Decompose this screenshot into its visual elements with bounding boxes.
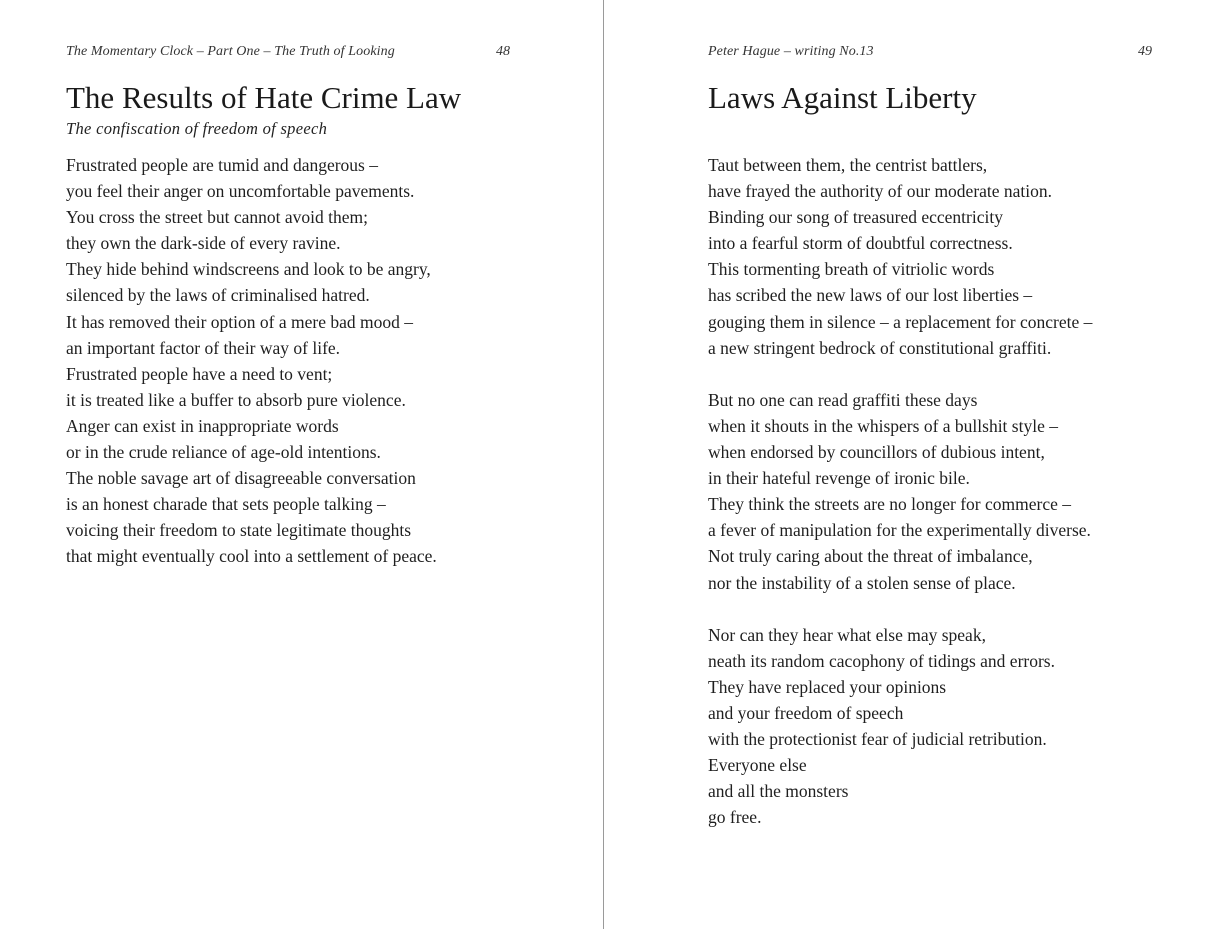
poem-line: when it shouts in the whispers of a bullshit style – <box>708 415 1058 436</box>
poem-line: is an honest charade that sets people talking – <box>66 494 386 515</box>
poem-line: They have replaced your opinions <box>708 676 947 697</box>
poem-line: an important factor of their way of life. <box>66 337 341 358</box>
poem-line: go free. <box>708 807 762 828</box>
poem-line: But no one can read graffiti these days <box>708 389 978 410</box>
poem-line: silenced by the laws of criminalised hatred. <box>66 285 370 306</box>
left-poem-title: The Results of Hate Crime Law <box>66 80 462 115</box>
poem-line: when endorsed by councillors of dubious intent, <box>708 442 1045 463</box>
right-poem-body <box>708 152 1092 830</box>
poem-line: Frustrated people are tumid and dangerous – <box>66 155 378 175</box>
poem-line: They hide behind windscreens and look to be angry, <box>66 259 431 280</box>
left-page <box>0 0 603 929</box>
poem-line: Taut between them, the centrist battlers, <box>708 155 988 175</box>
poem-line: in their hateful revenge of ironic bile. <box>708 468 970 489</box>
right-poem-title: Laws Against Liberty <box>708 80 977 115</box>
poem-line: gouging them in silence – a replacement for concrete – <box>708 311 1093 332</box>
poem-line: voicing their freedom to state legitimate thoughts <box>66 520 412 541</box>
stanza-break <box>708 361 1092 387</box>
poem-line: and all the monsters <box>708 781 849 802</box>
poem-line: Everyone else <box>708 755 807 776</box>
poem-line: nor the instability of a stolen sense of place. <box>708 572 1016 593</box>
poem-line: a fever of manipulation for the experimentally diverse. <box>708 520 1091 541</box>
poem-line: You cross the street but cannot avoid them; <box>66 207 368 228</box>
poem-line: or in the crude reliance of age-old intentions. <box>66 442 381 463</box>
poem-line: that might eventually cool into a settlement of peace. <box>66 546 437 567</box>
poem-line: It has removed their option of a mere bad mood – <box>66 311 413 332</box>
poem-line: they own the dark-side of every ravine. <box>66 233 341 254</box>
poem-line: This tormenting breath of vitriolic words <box>708 259 995 280</box>
poem-line: Anger can exist in inappropriate words <box>66 415 339 436</box>
poem-line: into a fearful storm of doubtful correctness. <box>708 233 1013 254</box>
left-poem-body <box>66 152 437 570</box>
poem-line: They think the streets are no longer for commerce – <box>708 494 1071 515</box>
poem-line: Binding our song of treasured eccentricity <box>708 207 1003 228</box>
poem-line: with the protectionist fear of judicial retribution. <box>708 729 1047 750</box>
poem-line: has scribed the new laws of our lost liberties – <box>708 285 1033 306</box>
stanza-break <box>708 596 1092 622</box>
left-poem-subtitle: The confiscation of freedom of speech <box>66 119 328 138</box>
right-page <box>604 0 1207 929</box>
left-page-number: 48 <box>496 44 510 59</box>
right-running-head: Peter Hague – writing No.13 <box>708 44 874 59</box>
poem-line: Frustrated people have a need to vent; <box>66 363 333 384</box>
left-running-head: The Momentary Clock – Part One – The Truth of Looking <box>66 44 395 59</box>
poem-line: it is treated like a buffer to absorb pure violence. <box>66 389 406 410</box>
poem-line: The noble savage art of disagreeable conversation <box>66 468 416 489</box>
poem-line: a new stringent bedrock of constitutional graffiti. <box>708 337 1052 358</box>
poem-line: neath its random cacophony of tidings and errors. <box>708 650 1055 671</box>
poem-line: and your freedom of speech <box>708 702 904 723</box>
poem-line: have frayed the authority of our moderate nation. <box>708 181 1053 202</box>
right-page-number: 49 <box>1138 44 1152 59</box>
poem-line: Nor can they hear what else may speak, <box>708 624 986 645</box>
poem-line: you feel their anger on uncomfortable pavements. <box>66 181 415 202</box>
poem-line: Not truly caring about the threat of imbalance, <box>708 546 1033 567</box>
